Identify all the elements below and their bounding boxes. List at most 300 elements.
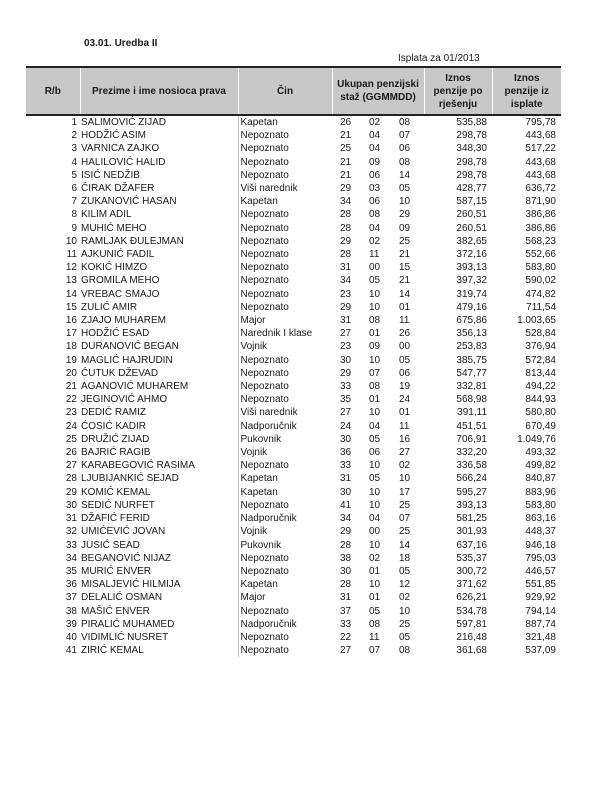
service-months-cell: 10: [369, 354, 381, 366]
pension-by-decision-cell: 216,48: [456, 631, 487, 643]
holder-name-cell: BEGANOVIĆ NIJAZ: [81, 552, 172, 564]
service-months-cell: 10: [369, 407, 381, 419]
service-years-cell: 28: [340, 249, 352, 261]
pension-payout-cell: 494,22: [525, 381, 556, 393]
pension-payout-cell: 446,57: [525, 565, 556, 577]
table-row: [26, 115, 561, 129]
service-years-cell: 31: [340, 473, 352, 485]
service-months-cell: 07: [369, 645, 381, 657]
header-amount-payout: [492, 67, 561, 115]
rank-cell: Nepoznato: [238, 367, 332, 380]
rank-cell: Narednik I klase: [238, 327, 332, 340]
service-days-cell: 25: [399, 526, 411, 538]
service-days-cell: 01: [399, 301, 411, 313]
table-row: [26, 446, 561, 459]
table-row: [26, 525, 561, 538]
service-months-cell: 08: [369, 209, 381, 221]
service-days-cell: 16: [399, 433, 411, 445]
rank-cell: Kapetan: [238, 486, 332, 499]
table-row: [26, 142, 561, 155]
pension-by-decision-cell: 372,16: [456, 249, 487, 261]
service-days-cell: 00: [399, 341, 411, 353]
header-rank: Čin: [238, 67, 332, 115]
pension-payout-cell: 813,44: [525, 367, 556, 379]
rank-cell: Nepoznato: [238, 288, 332, 301]
holder-name-cell: DEDIĆ RAMIZ: [81, 407, 146, 419]
table-row: [26, 380, 561, 393]
table-row: [26, 433, 561, 446]
holder-name-cell: HALILOVIĆ HALID: [81, 156, 166, 168]
row-number-cell: 21: [65, 381, 77, 393]
service-years-cell: 22: [340, 631, 352, 643]
row-number-cell: 33: [65, 539, 77, 551]
pension-payout-cell: 844,93: [525, 394, 556, 406]
service-years-cell: 21: [340, 156, 352, 168]
service-years-cell: 25: [340, 143, 352, 155]
pension-payout-cell: 863,16: [525, 513, 556, 525]
rank-cell: Viši narednik: [238, 406, 332, 419]
rank-cell: Nepoznato: [238, 208, 332, 221]
service-years-cell: 23: [340, 341, 352, 353]
table-row: [26, 367, 561, 380]
service-years-cell: 31: [340, 262, 352, 274]
service-days-cell: 25: [399, 235, 411, 247]
service-days-cell: 27: [399, 447, 411, 459]
rank-cell: Nepoznato: [238, 499, 332, 512]
row-number-cell: 3: [71, 143, 77, 155]
holder-name-cell: SALIMOVIĆ ZIJAD: [81, 117, 167, 128]
pension-payout-cell: 448,37: [525, 526, 556, 538]
service-months-cell: 00: [369, 262, 381, 274]
pension-payout-cell: 580,80: [525, 407, 556, 419]
pension-payout-cell: 583,80: [525, 499, 556, 511]
pension-payout-cell: 1.003,65: [517, 315, 556, 327]
row-number-cell: 34: [65, 552, 77, 564]
row-number-cell: 20: [65, 367, 77, 379]
pension-payout-cell: 840,87: [525, 473, 556, 485]
service-years-cell: 24: [340, 420, 352, 432]
table-row: [26, 208, 561, 221]
service-months-cell: 10: [369, 579, 381, 591]
row-number-cell: 37: [65, 592, 77, 604]
payout-period-label: Isplata za 01/2013: [398, 53, 480, 64]
pension-payout-cell: 568,23: [525, 235, 556, 247]
table-row: [26, 578, 561, 591]
table-row: [26, 406, 561, 419]
service-days-cell: 09: [399, 222, 411, 234]
pension-payout-cell: 929,92: [525, 592, 556, 604]
holder-name-cell: KOMIĆ KEMAL: [81, 486, 151, 498]
row-number-cell: 22: [65, 394, 77, 406]
pension-payout-cell: 670,49: [525, 420, 556, 432]
rank-cell: Nadporučnik: [238, 512, 332, 525]
row-number-cell: 13: [65, 275, 77, 287]
pension-by-decision-cell: 397,32: [456, 275, 487, 287]
service-days-cell: 17: [399, 486, 411, 498]
row-number-cell: 24: [65, 420, 77, 432]
service-years-cell: 28: [340, 539, 352, 551]
service-days-cell: 10: [399, 605, 411, 617]
row-number-cell: 27: [65, 460, 77, 472]
holder-name-cell: ZULIĆ AMIR: [81, 301, 138, 313]
rank-cell: Nepoznato: [238, 565, 332, 578]
pension-by-decision-cell: 393,13: [456, 262, 487, 274]
rank-cell: Nepoznato: [238, 222, 332, 235]
service-days-cell: 29: [399, 209, 411, 221]
service-months-cell: 07: [369, 367, 381, 379]
service-days-cell: 02: [399, 460, 411, 472]
service-months-cell: 04: [369, 513, 381, 525]
holder-name-cell: RAMLJAK ĐULEJMAN: [81, 235, 184, 247]
rank-cell: Nepoznato: [238, 169, 332, 182]
rank-cell: Nepoznato: [238, 235, 332, 248]
service-years-cell: 34: [340, 196, 352, 208]
header-name: Prezime i ime nosioca prava: [80, 67, 238, 115]
service-days-cell: 10: [399, 196, 411, 208]
service-months-cell: 10: [369, 539, 381, 551]
row-number-cell: 23: [65, 407, 77, 419]
row-number-cell: 40: [65, 631, 77, 643]
service-years-cell: 36: [340, 447, 352, 459]
service-days-cell: 11: [399, 420, 410, 432]
table-row: [26, 261, 561, 274]
pension-payout-cell: 711,54: [526, 301, 556, 313]
pension-payout-cell: 887,74: [525, 618, 556, 630]
holder-name-cell: AGANOVIĆ MUHAREM: [81, 381, 189, 393]
pension-by-decision-cell: 348,30: [456, 143, 487, 155]
holder-name-cell: VREBAC SMAJO: [81, 288, 160, 300]
row-number-cell: 36: [65, 579, 77, 591]
service-days-cell: 10: [399, 473, 411, 485]
row-number-cell: 10: [65, 235, 77, 247]
service-years-cell: 33: [340, 618, 352, 630]
pension-payout-cell: 443,68: [525, 156, 556, 168]
table-row: [26, 235, 561, 248]
service-days-cell: 11: [399, 315, 410, 327]
service-months-cell: 08: [369, 618, 381, 630]
holder-name-cell: KOKIĆ HIMZO: [81, 262, 148, 274]
pension-payout-cell: 636,72: [525, 183, 556, 195]
service-months-cell: 11: [369, 631, 380, 643]
table-row: [26, 288, 561, 301]
rank-cell: Kapetan: [238, 195, 332, 208]
row-number-cell: 12: [65, 262, 77, 274]
row-number-cell: 39: [65, 618, 77, 630]
holder-name-cell: ZIRIĆ KEMAL: [81, 645, 144, 657]
holder-name-cell: MAŠIĆ ENVER: [81, 605, 150, 617]
row-number-cell: 4: [71, 156, 77, 168]
service-days-cell: 15: [399, 262, 411, 274]
pension-by-decision-cell: 566,24: [456, 473, 487, 485]
pension-payout-cell: 883,96: [525, 486, 556, 498]
row-number-cell: 25: [65, 433, 77, 445]
pension-payout-cell: 376,94: [525, 341, 556, 353]
rank-cell: Nepoznato: [238, 142, 332, 155]
service-months-cell: 09: [369, 156, 381, 168]
service-months-cell: 10: [369, 301, 381, 313]
header-amount2-line2: penzije iz: [504, 85, 549, 97]
rank-cell: Kapetan: [238, 115, 332, 129]
pension-payout-cell: 1.049,76: [517, 433, 556, 445]
service-years-cell: 29: [340, 526, 352, 538]
table-row: [26, 472, 561, 485]
service-years-cell: 29: [340, 235, 352, 247]
rank-cell: Nepoznato: [238, 605, 332, 618]
pension-payout-cell: 537,09: [525, 645, 556, 657]
row-number-cell: 7: [71, 196, 77, 208]
service-months-cell: 01: [369, 592, 381, 604]
pension-by-decision-cell: 706,91: [456, 433, 487, 445]
service-months-cell: 01: [369, 394, 381, 406]
holder-name-cell: HODŽIĆ ASIM: [81, 130, 147, 142]
pension-payout-cell: 946,18: [525, 539, 556, 551]
table-row: [26, 314, 561, 327]
pension-by-decision-cell: 361,68: [456, 645, 487, 657]
pension-by-decision-cell: 298,78: [456, 130, 487, 142]
pension-payout-cell: 321,48: [525, 631, 556, 643]
header-amount1-line3: rješenju: [438, 98, 478, 110]
row-number-cell: 17: [65, 328, 77, 340]
rank-cell: Nepoznato: [238, 261, 332, 274]
header-amount2-line3: isplate: [510, 98, 543, 110]
holder-name-cell: ZJAJO MUHAREM: [81, 315, 166, 327]
service-months-cell: 06: [369, 169, 381, 181]
rank-cell: Pukovnik: [238, 539, 332, 552]
holder-name-cell: PIRALIĆ MUHAMED: [81, 618, 175, 630]
rank-cell: Nepoznato: [238, 552, 332, 565]
service-years-cell: 33: [340, 460, 352, 472]
service-years-cell: 34: [340, 275, 352, 287]
service-months-cell: 02: [369, 117, 381, 128]
pension-by-decision-cell: 298,78: [456, 156, 487, 168]
service-years-cell: 30: [340, 486, 352, 498]
pension-by-decision-cell: 675,86: [456, 315, 487, 327]
rank-cell: Major: [238, 591, 332, 604]
rank-cell: Kapetan: [238, 578, 332, 591]
service-months-cell: 05: [369, 473, 381, 485]
pension-by-decision-cell: 319,74: [456, 288, 487, 300]
holder-name-cell: DURANOVIĆ BEGAN: [81, 341, 179, 353]
service-days-cell: 14: [399, 169, 411, 181]
service-years-cell: 27: [340, 645, 352, 657]
service-days-cell: 21: [399, 249, 411, 261]
header-amount1-line2: penzije po: [433, 85, 483, 97]
service-days-cell: 05: [399, 631, 411, 643]
rank-cell: Nepoznato: [238, 301, 332, 314]
holder-name-cell: HODŽIĆ ESAD: [81, 328, 150, 340]
rank-cell: Nepoznato: [238, 248, 332, 261]
service-days-cell: 24: [399, 394, 411, 406]
table-row: [26, 499, 561, 512]
service-years-cell: 21: [340, 169, 352, 181]
pension-payout-cell: 583,80: [525, 262, 556, 274]
row-number-cell: 28: [65, 473, 77, 485]
row-number-cell: 30: [65, 499, 77, 511]
rank-cell: Nepoznato: [238, 459, 332, 472]
row-number-cell: 35: [65, 565, 77, 577]
pension-by-decision-cell: 371,62: [456, 579, 487, 591]
table-row: [26, 327, 561, 340]
holder-name-cell: SEDIĆ NURFET: [81, 499, 155, 511]
service-days-cell: 19: [399, 381, 411, 393]
service-days-cell: 25: [399, 618, 411, 630]
pension-by-decision-cell: 393,13: [456, 499, 487, 511]
rank-cell: Nepoznato: [238, 393, 332, 406]
service-days-cell: 18: [399, 552, 411, 564]
service-months-cell: 03: [369, 183, 381, 195]
pension-by-decision-cell: 581,25: [456, 513, 487, 525]
rank-cell: Nepoznato: [238, 380, 332, 393]
pension-by-decision-cell: 535,88: [456, 117, 487, 128]
pension-table: [26, 66, 561, 657]
pension-payout-cell: 386,86: [525, 209, 556, 221]
pension-by-decision-cell: 300,72: [456, 565, 487, 577]
row-number-cell: 6: [71, 183, 77, 195]
holder-name-cell: MUHIĆ MEHO: [81, 222, 147, 234]
table-row: [26, 631, 561, 644]
service-years-cell: 41: [340, 499, 352, 511]
service-months-cell: 06: [369, 447, 381, 459]
pension-payout-cell: 443,68: [525, 130, 556, 142]
service-months-cell: 08: [369, 381, 381, 393]
pension-payout-cell: 590,02: [525, 275, 556, 287]
header-service-line2: staž (GGMMDD): [340, 92, 416, 103]
pension-by-decision-cell: 336,58: [456, 460, 487, 472]
pension-by-decision-cell: 587,15: [456, 196, 487, 208]
service-years-cell: 30: [340, 565, 352, 577]
table-row: [26, 182, 561, 195]
service-months-cell: 08: [369, 315, 381, 327]
row-number-cell: 15: [65, 301, 77, 313]
document-title: 03.01. Uredba II: [84, 38, 158, 49]
holder-name-cell: MISALJEVIĆ HILMIJA: [81, 579, 181, 591]
service-years-cell: 23: [340, 288, 352, 300]
holder-name-cell: ČIRAK DŽAFER: [81, 183, 155, 195]
service-days-cell: 05: [399, 183, 411, 195]
service-months-cell: 04: [369, 420, 381, 432]
service-years-cell: 37: [340, 605, 352, 617]
rank-cell: Viši narednik: [238, 182, 332, 195]
service-years-cell: 34: [340, 513, 352, 525]
service-years-cell: 38: [340, 552, 352, 564]
rank-cell: Nadporučnik: [238, 420, 332, 433]
rank-cell: Pukovnik: [238, 433, 332, 446]
header-amount2-line1: Iznos: [513, 72, 540, 84]
service-days-cell: 06: [399, 367, 411, 379]
table-row: [26, 301, 561, 314]
row-number-cell: 29: [65, 486, 77, 498]
pension-by-decision-cell: 356,13: [456, 328, 487, 340]
table-row: [26, 459, 561, 472]
service-days-cell: 08: [399, 156, 411, 168]
rank-cell: Vojnik: [238, 446, 332, 459]
rank-cell: Vojnik: [238, 340, 332, 353]
service-years-cell: 29: [340, 301, 352, 313]
pension-payout-cell: 794,14: [525, 605, 556, 617]
service-months-cell: 02: [369, 235, 381, 247]
table-row: [26, 129, 561, 142]
header-rb: R/b: [26, 67, 80, 115]
pension-payout-cell: 552,66: [525, 249, 556, 261]
pension-by-decision-cell: 385,75: [456, 354, 487, 366]
holder-name-cell: ĆOSIĆ KADIR: [81, 420, 147, 432]
service-days-cell: 01: [399, 407, 411, 419]
service-months-cell: 10: [369, 288, 381, 300]
service-years-cell: 21: [340, 130, 352, 142]
service-years-cell: 31: [340, 592, 352, 604]
service-years-cell: 35: [340, 394, 352, 406]
row-number-cell: 26: [65, 447, 77, 459]
header-service-line1: Ukupan penzijski: [337, 79, 419, 90]
header-service: [332, 67, 424, 115]
table-row: [26, 274, 561, 287]
row-number-cell: 18: [65, 341, 77, 353]
service-days-cell: 05: [399, 565, 411, 577]
row-number-cell: 11: [66, 249, 77, 261]
service-days-cell: 25: [399, 499, 411, 511]
pension-payout-cell: 551,85: [525, 579, 556, 591]
service-months-cell: 10: [369, 460, 381, 472]
pension-payout-cell: 572,84: [525, 354, 556, 366]
row-number-cell: 16: [65, 315, 77, 327]
service-years-cell: 29: [340, 183, 352, 195]
pension-payout-cell: 499,82: [525, 460, 556, 472]
table-row: [26, 222, 561, 235]
table-row: [26, 644, 561, 657]
service-days-cell: 14: [399, 539, 411, 551]
service-months-cell: 10: [369, 499, 381, 511]
pension-payout-cell: 528,84: [525, 328, 556, 340]
table-row: [26, 156, 561, 169]
pension-payout-cell: 795,03: [525, 552, 556, 564]
table-row: [26, 420, 561, 433]
table-row: [26, 565, 561, 578]
pension-by-decision-cell: 479,16: [456, 301, 487, 313]
table-row: [26, 340, 561, 353]
rank-cell: Nepoznato: [238, 631, 332, 644]
holder-name-cell: VARNICA ZAJKO: [81, 143, 160, 155]
service-months-cell: 05: [369, 605, 381, 617]
table-row: [26, 512, 561, 525]
table-row: [26, 354, 561, 367]
pension-by-decision-cell: 332,81: [456, 381, 487, 393]
service-months-cell: 00: [369, 526, 381, 538]
pension-by-decision-cell: 301,93: [456, 526, 487, 538]
rank-cell: Nepoznato: [238, 354, 332, 367]
service-years-cell: 33: [340, 381, 352, 393]
pension-payout-cell: 443,68: [525, 169, 556, 181]
holder-name-cell: DELALIĆ OSMAN: [81, 592, 163, 604]
pension-by-decision-cell: 260,51: [456, 209, 487, 221]
row-number-cell: 2: [71, 130, 77, 142]
service-years-cell: 27: [340, 407, 352, 419]
holder-name-cell: VIDIMLIĆ NUSRET: [81, 631, 169, 643]
row-number-cell: 8: [71, 209, 77, 221]
service-days-cell: 08: [399, 645, 411, 657]
table-row: [26, 486, 561, 499]
service-days-cell: 02: [399, 592, 411, 604]
table-row: [26, 539, 561, 552]
service-years-cell: 28: [340, 222, 352, 234]
table-row: [26, 393, 561, 406]
pension-by-decision-cell: 428,77: [456, 183, 487, 195]
rank-cell: Nepoznato: [238, 274, 332, 287]
header-amount1-line1: Iznos: [445, 72, 471, 84]
table-row: [26, 195, 561, 208]
table-row: [26, 605, 561, 618]
service-months-cell: 01: [369, 565, 381, 577]
service-days-cell: 07: [399, 130, 411, 142]
